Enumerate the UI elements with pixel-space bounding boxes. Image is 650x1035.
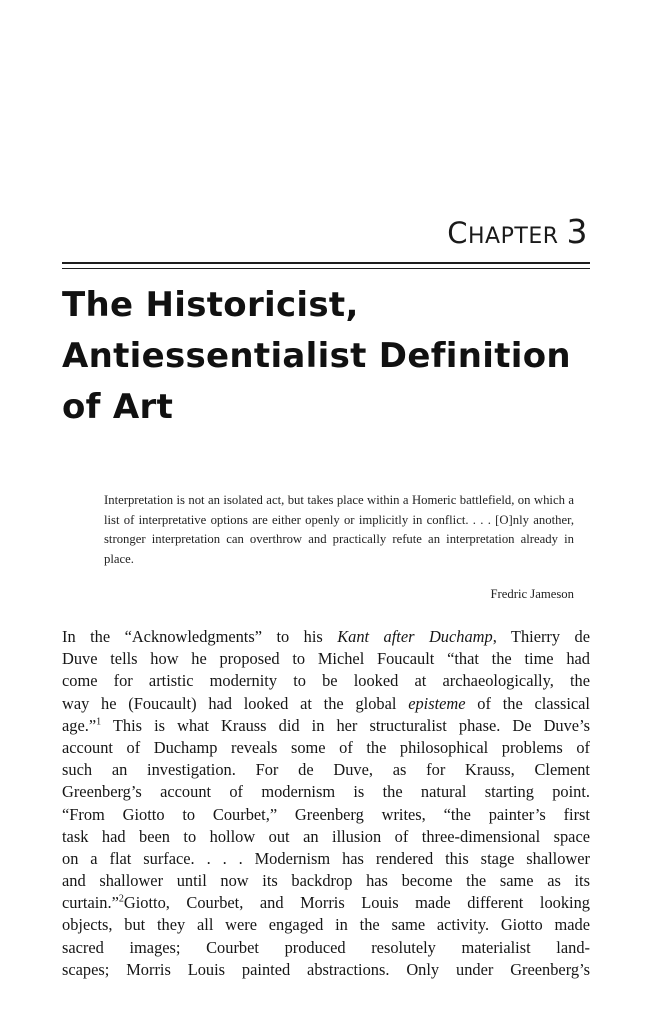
body-line bbox=[62, 781, 590, 803]
chapter-rule-top bbox=[62, 262, 590, 264]
body-line bbox=[62, 759, 590, 781]
text-run: task had been to hollow out an illusion of three-dimensional space bbox=[62, 826, 590, 846]
footnote-marker: 2 bbox=[118, 893, 124, 905]
body-line bbox=[62, 626, 590, 648]
text-run: age.” bbox=[62, 715, 97, 735]
text-run: Giotto, Courbet, and Morris Louis made different looking bbox=[123, 893, 590, 913]
footnote-marker: 1 bbox=[96, 716, 102, 728]
text-run: objects, but they all were engaged in the same activity. Giotto made bbox=[62, 915, 590, 935]
text-run: Duve tells how he proposed to Michel Foucault “that the time had bbox=[62, 649, 590, 669]
text-run: scapes; Morris Louis painted abstractions. Only under Greenberg’s bbox=[62, 959, 590, 979]
italic-text: Kant after Duchamp bbox=[337, 627, 493, 646]
text-run: This is what Krauss did in her structuralist phase. De Duve’s bbox=[101, 715, 590, 735]
chapter-title bbox=[62, 280, 571, 433]
body-line bbox=[62, 804, 590, 826]
text-run: of the classical bbox=[465, 693, 590, 713]
text-run: on a flat surface. . . . Modernism has rendered this stage shallower bbox=[62, 848, 590, 868]
text-run: come for artistic modernity to be looked at archaeologically, the bbox=[62, 671, 590, 691]
chapter-label-rest: HAPTER bbox=[468, 224, 559, 249]
body-line bbox=[62, 693, 590, 715]
chapter-label-initial: C bbox=[447, 216, 469, 250]
chapter-title-line: of Art bbox=[62, 387, 174, 427]
body-line bbox=[62, 670, 590, 692]
text-run: account of Duchamp reveals some of the philosophical problems of bbox=[62, 737, 590, 757]
text-run: In the “Acknowledgments” to his bbox=[62, 627, 338, 646]
chapter-number: 3 bbox=[566, 212, 588, 251]
body-line bbox=[62, 937, 590, 959]
italic-text: episteme bbox=[408, 693, 466, 713]
body-line bbox=[62, 892, 590, 914]
body-line bbox=[62, 959, 590, 981]
text-run: sacred images; Courbet produced resolutely materialist land- bbox=[62, 937, 590, 957]
text-run: and shallower until now its backdrop has become the same as its bbox=[62, 871, 590, 891]
text-run: curtain.” bbox=[62, 893, 119, 913]
body-line bbox=[62, 826, 590, 848]
body-line bbox=[62, 870, 590, 892]
text-run: “From Giotto to Courbet,” Greenberg writes, “the painter’s first bbox=[62, 804, 590, 824]
text-run: way he (Foucault) had looked at the global bbox=[62, 693, 409, 713]
epigraph-attribution: Fredric Jameson bbox=[490, 587, 574, 601]
text-run: , Thierry de bbox=[492, 627, 590, 646]
chapter-title-line: The Historicist, bbox=[62, 285, 359, 325]
text-run: such an investigation. For de Duve, as for Krauss, Clement bbox=[62, 760, 590, 780]
chapter-rule-bottom bbox=[62, 268, 590, 269]
chapter-label bbox=[447, 212, 588, 251]
body-line bbox=[62, 848, 590, 870]
body-line bbox=[62, 648, 590, 670]
body-line bbox=[62, 715, 590, 737]
body-line bbox=[62, 737, 590, 759]
chapter-title-line: Antiessentialist Definition bbox=[62, 336, 571, 376]
body-line bbox=[62, 914, 590, 936]
text-run: Greenberg’s account of modernism is the natural starting point. bbox=[62, 782, 590, 802]
epigraph-quote: Interpretation is not an isolated act, but takes place within a Homeric battlefield, on which a list of interpretative options are either openly or implicitly in conflict. . . . [O]nly another, stronger interpretation can overthrow and practically refute an interpretation already in place. bbox=[104, 493, 574, 566]
body-paragraph bbox=[62, 626, 590, 981]
